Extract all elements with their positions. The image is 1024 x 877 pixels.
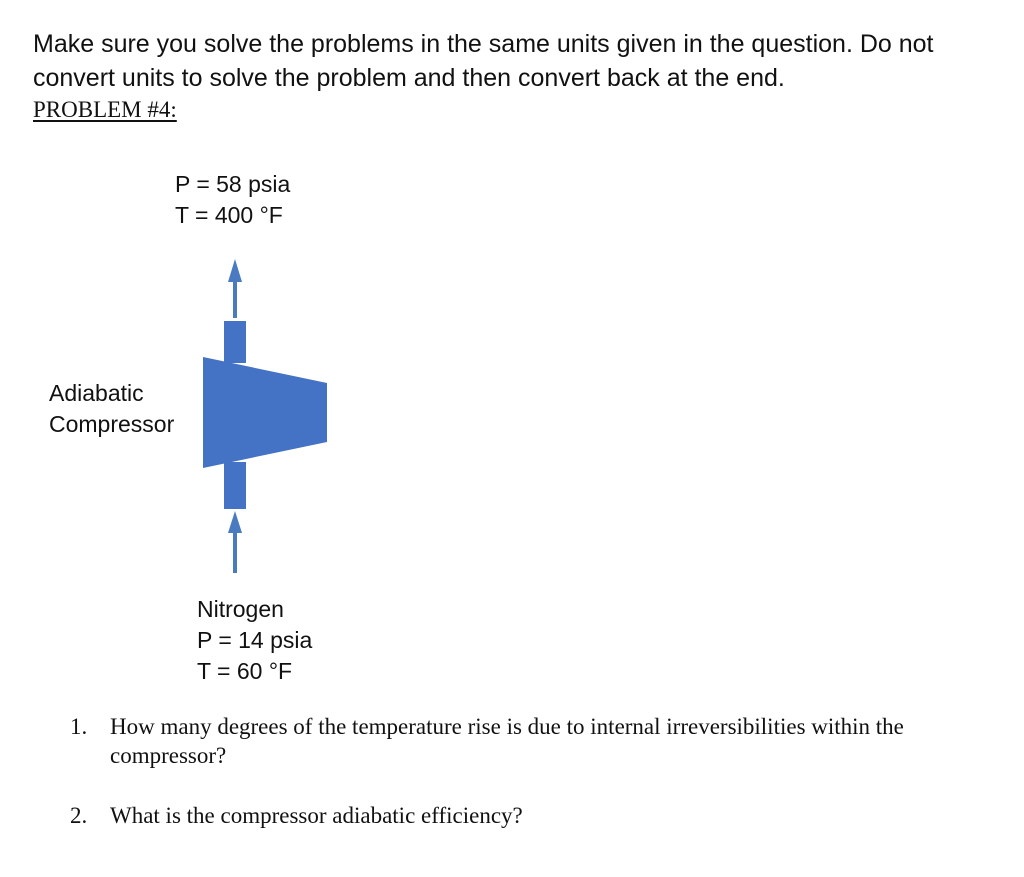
problem-heading: PROBLEM #4:	[33, 97, 177, 122]
question-list	[70, 712, 970, 830]
inlet-pressure-label: P = 14 psia	[197, 627, 313, 653]
outlet-pipe	[224, 321, 246, 363]
question-item	[70, 712, 970, 770]
compressor-label-line1: Adiabatic	[49, 380, 144, 406]
question-item	[70, 801, 970, 830]
outlet-temperature-label: T = 400 °F	[175, 202, 283, 228]
question-text: How many degrees of the temperature rise is due to internal irreversibilities within the compressor?	[110, 714, 904, 768]
instructions-text: Make sure you solve the problems in the same units given in the question. Do not convert units to solve the problem and then convert back at the end.	[33, 30, 934, 92]
question-number: 2.	[70, 803, 88, 828]
compressor-label-line2: Compressor	[49, 411, 175, 437]
question-text: What is the compressor adiabatic efficiency?	[110, 803, 523, 828]
inlet-fluid-label: Nitrogen	[197, 596, 284, 622]
inlet-temperature-label: T = 60 °F	[197, 658, 293, 684]
question-number: 1.	[70, 714, 88, 739]
inlet-conditions	[197, 594, 312, 687]
inlet-arrow-head	[228, 511, 242, 533]
inlet-pipe	[224, 462, 246, 509]
compressor-body	[203, 357, 327, 468]
outlet-arrow-head	[228, 259, 242, 282]
outlet-pressure-label: P = 58 psia	[175, 171, 291, 197]
